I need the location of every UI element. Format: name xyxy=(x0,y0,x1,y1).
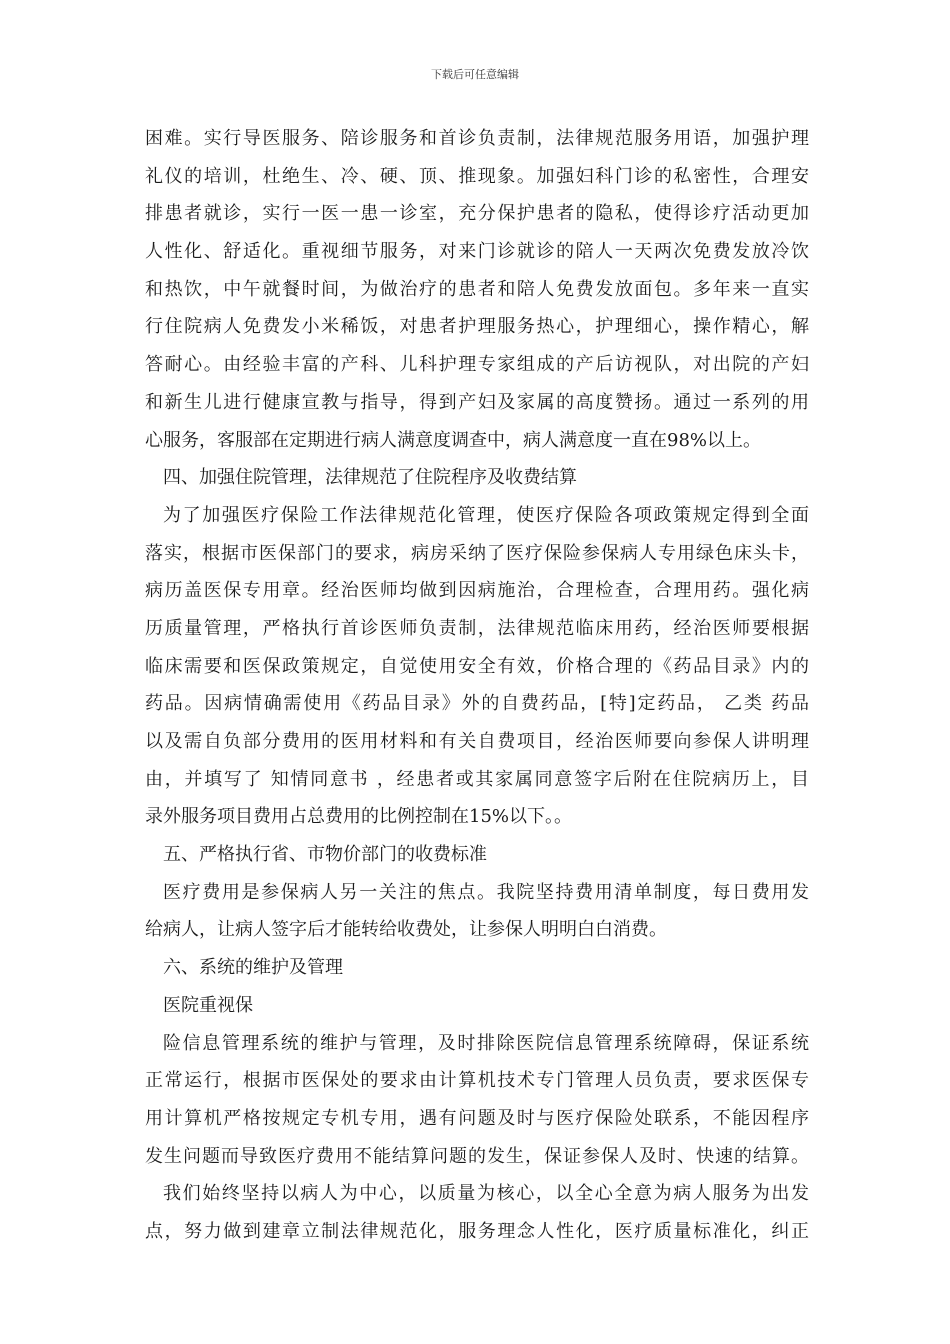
text-line: 为了加强医疗保险工作法律规范化管理，使医疗保险各项政策规定得到全面 xyxy=(163,504,809,526)
text-line: 录外服务项目费用占总费用的比例控制在15%以下。。 xyxy=(145,806,573,828)
text-line: 用计算机严格按规定专机专用，遇有问题及时与医疗保险处联系，不能因程序 xyxy=(145,1107,809,1129)
text-line: 和新生儿进行健康宣教与指导，得到产妇及家属的高度赞扬。通过一系列的用 xyxy=(145,391,809,413)
text-line: 和热饮，中午就餐时间，为做治疗的患者和陪人免费发放面包。多年来一直实 xyxy=(145,278,809,300)
text-line: 医院重视保 xyxy=(163,994,253,1016)
text-line: 点，努力做到建章立制法律规范化，服务理念人性化，医疗质量标准化，纠正 xyxy=(145,1220,809,1242)
text-line: 答耐心。由经验丰富的产科、儿科护理专家组成的产后访视队，对出院的产妇 xyxy=(145,354,809,376)
text-line: 五、严格执行省、市物价部门的收费标准 xyxy=(163,844,487,866)
text-line: 险信息管理系统的维护与管理，及时排除医院信息管理系统障碍，保证系统 xyxy=(163,1032,809,1054)
text-line: 发生问题而导致医疗费用不能结算问题的发生，保证参保人及时、快速的结算。 xyxy=(145,1145,809,1167)
text-line: 六、系统的维护及管理 xyxy=(163,957,343,979)
text-line: 落实，根据市医保部门的要求，病房采纳了医疗保险参保病人专用绿色床头卡， xyxy=(145,542,809,564)
text-line: 临床需要和医保政策规定，自觉使用安全有效，价格合理的《药品目录》内的 xyxy=(145,655,809,677)
text-line: 排患者就诊，实行一医一患一诊室，充分保护患者的隐私，使得诊疗活动更加 xyxy=(145,203,809,225)
page-header: 下载后可任意编辑 xyxy=(431,68,519,81)
text-line: 由，并填写了 知情同意书 ，经患者或其家属同意签字后附在住院病历上，目 xyxy=(145,768,809,790)
text-line: 药品。因病情确需使用《药品目录》外的自费药品，[特]定药品， 乙类 药品 xyxy=(145,693,809,715)
text-line: 以及需自负部分费用的医用材料和有关自费项目，经治医师要向参保人讲明理 xyxy=(145,731,809,752)
document-body xyxy=(145,120,809,1251)
text-line: 困难。实行导医服务、陪诊服务和首诊负责制，法律规范服务用语，加强护理 xyxy=(145,128,809,149)
text-line: 我们始终坚持以病人为中心，以质量为核心，以全心全意为病人服务为出发 xyxy=(163,1183,809,1205)
text-line: 心服务，客服部在定期进行病人满意度调查中，病人满意度一直在98%以上。 xyxy=(145,429,762,451)
text-line: 病历盖医保专用章。经治医师均做到因病施治，合理检查，合理用药。强化病 xyxy=(145,580,809,602)
text-line: 正常运行，根据市医保处的要求由计算机技术专门管理人员负责，要求医保专 xyxy=(145,1070,809,1092)
text-line: 人性化、舒适化。重视细节服务，对来门诊就诊的陪人一天两次免费发放冷饮 xyxy=(145,241,809,263)
text-line: 四、加强住院管理，法律规范了住院程序及收费结算 xyxy=(163,467,577,489)
text-line: 行住院病人免费发小米稀饭，对患者护理服务热心，护理细心，操作精心，解 xyxy=(145,316,809,338)
text-line: 礼仪的培训，杜绝生、冷、硬、顶、推现象。加强妇科门诊的私密性，合理安 xyxy=(145,165,809,187)
text-line: 医疗费用是参保病人另一关注的焦点。我院坚持费用清单制度，每日费用发 xyxy=(163,881,809,903)
text-line: 给病人，让病人签字后才能转给收费处，让参保人明明白白消费。 xyxy=(145,919,667,941)
text-line: 历质量管理，严格执行首诊医师负责制，法律规范临床用药，经治医师要根据 xyxy=(145,617,809,639)
